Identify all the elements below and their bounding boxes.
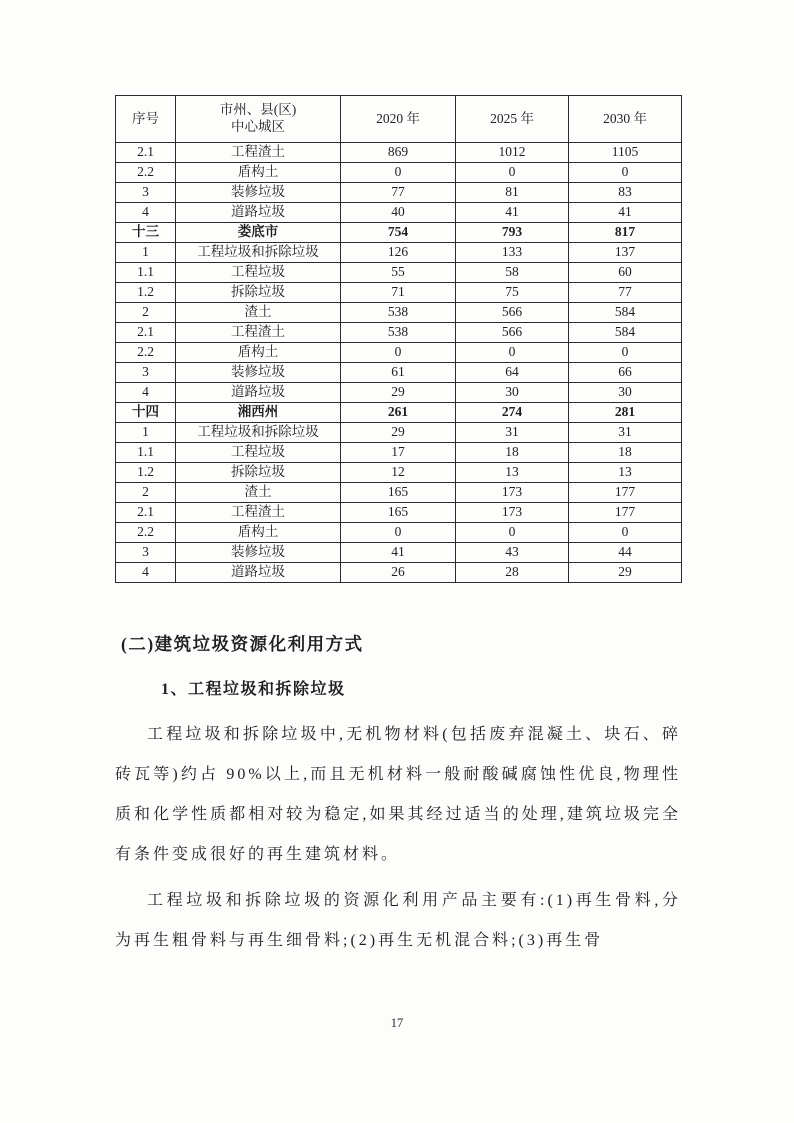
table-cell-no: 2.2 bbox=[116, 343, 176, 363]
waste-table bbox=[115, 95, 682, 583]
table-row bbox=[116, 523, 682, 543]
table-cell-y2030: 0 bbox=[569, 163, 682, 183]
table-cell-y2030: 817 bbox=[569, 223, 682, 243]
table-row bbox=[116, 503, 682, 523]
table-cell-name: 盾构土 bbox=[176, 343, 341, 363]
table-cell-y2020: 0 bbox=[341, 163, 456, 183]
table-cell-y2025: 274 bbox=[456, 403, 569, 423]
table-cell-no: 2 bbox=[116, 483, 176, 503]
table-cell-y2025: 0 bbox=[456, 523, 569, 543]
table-cell-y2030: 18 bbox=[569, 443, 682, 463]
table-cell-y2020: 538 bbox=[341, 323, 456, 343]
table-cell-y2030: 177 bbox=[569, 483, 682, 503]
table-row bbox=[116, 483, 682, 503]
table-cell-no: 3 bbox=[116, 543, 176, 563]
table-cell-y2020: 165 bbox=[341, 503, 456, 523]
table-cell-name: 工程垃圾 bbox=[176, 263, 341, 283]
table-cell-y2025: 18 bbox=[456, 443, 569, 463]
table-cell-no: 1.1 bbox=[116, 263, 176, 283]
table-cell-y2020: 41 bbox=[341, 543, 456, 563]
table-cell-y2020: 29 bbox=[341, 383, 456, 403]
table-cell-y2030: 77 bbox=[569, 283, 682, 303]
table-cell-y2025: 13 bbox=[456, 463, 569, 483]
table-row bbox=[116, 323, 682, 343]
paragraph-1: 工程垃圾和拆除垃圾中,无机物材料(包括废弃混凝土、块石、碎砖瓦等)约占 90%以上,而且无机材料一般耐酸碱腐蚀性优良,物理性质和化学性质都相对较为稳定,如果其经过适当的处理,建筑垃圾完全有条件变成很好的再生建筑材料。 bbox=[115, 726, 681, 863]
table-cell-no: 3 bbox=[116, 183, 176, 203]
table-cell-name: 工程渣土 bbox=[176, 503, 341, 523]
table-cell-name: 工程渣土 bbox=[176, 323, 341, 343]
header-region-line2: 中心城区 bbox=[231, 119, 285, 134]
table-cell-name: 盾构土 bbox=[176, 163, 341, 183]
table-cell-y2030: 0 bbox=[569, 523, 682, 543]
table-cell-no: 2 bbox=[116, 303, 176, 323]
table-cell-y2030: 29 bbox=[569, 563, 682, 583]
table-cell-y2020: 261 bbox=[341, 403, 456, 423]
table-cell-y2020: 754 bbox=[341, 223, 456, 243]
table-row bbox=[116, 303, 682, 323]
table-cell-y2020: 126 bbox=[341, 243, 456, 263]
table-cell-name: 装修垃圾 bbox=[176, 363, 341, 383]
header-seq: 序号 bbox=[116, 96, 176, 143]
table-row bbox=[116, 363, 682, 383]
table-cell-y2020: 77 bbox=[341, 183, 456, 203]
table-cell-name: 拆除垃圾 bbox=[176, 463, 341, 483]
table-cell-name: 工程垃圾和拆除垃圾 bbox=[176, 423, 341, 443]
table-cell-y2025: 0 bbox=[456, 343, 569, 363]
table-cell-y2025: 566 bbox=[456, 303, 569, 323]
table-cell-name: 工程渣土 bbox=[176, 143, 341, 163]
table-cell-y2025: 64 bbox=[456, 363, 569, 383]
table-cell-y2030: 44 bbox=[569, 543, 682, 563]
table-cell-y2030: 31 bbox=[569, 423, 682, 443]
table-cell-no: 2.1 bbox=[116, 503, 176, 523]
table-cell-no: 2.1 bbox=[116, 323, 176, 343]
table-cell-y2030: 41 bbox=[569, 203, 682, 223]
table-cell-y2020: 165 bbox=[341, 483, 456, 503]
table-row bbox=[116, 343, 682, 363]
page-number: 17 bbox=[390, 1016, 404, 1030]
header-year-2030: 2030 年 bbox=[569, 96, 682, 143]
table-cell-no: 1 bbox=[116, 423, 176, 443]
table-cell-y2030: 60 bbox=[569, 263, 682, 283]
table-cell-y2025: 133 bbox=[456, 243, 569, 263]
table-cell-y2025: 793 bbox=[456, 223, 569, 243]
table-cell-y2030: 584 bbox=[569, 323, 682, 343]
table-cell-y2020: 17 bbox=[341, 443, 456, 463]
table-cell-no: 1.1 bbox=[116, 443, 176, 463]
table-row bbox=[116, 183, 682, 203]
table-cell-no: 2.2 bbox=[116, 523, 176, 543]
table-cell-y2020: 26 bbox=[341, 563, 456, 583]
sub-heading: 1、工程垃圾和拆除垃圾 bbox=[161, 681, 346, 698]
table-cell-y2030: 66 bbox=[569, 363, 682, 383]
table-cell-y2025: 173 bbox=[456, 503, 569, 523]
table-cell-y2020: 869 bbox=[341, 143, 456, 163]
table-cell-name: 湘西州 bbox=[176, 403, 341, 423]
table-cell-y2020: 0 bbox=[341, 343, 456, 363]
table-cell-no: 十四 bbox=[116, 403, 176, 423]
table-cell-y2025: 41 bbox=[456, 203, 569, 223]
table-cell-y2030: 1105 bbox=[569, 143, 682, 163]
table-cell-no: 4 bbox=[116, 203, 176, 223]
table-row bbox=[116, 223, 682, 243]
table-row bbox=[116, 543, 682, 563]
paragraph-2: 工程垃圾和拆除垃圾的资源化利用产品主要有:(1)再生骨料,分为再生粗骨料与再生细骨料;(2)再生无机混合料;(3)再生骨 bbox=[115, 892, 681, 949]
table-cell-y2020: 12 bbox=[341, 463, 456, 483]
table-cell-y2025: 81 bbox=[456, 183, 569, 203]
table-row bbox=[116, 203, 682, 223]
table-cell-y2020: 538 bbox=[341, 303, 456, 323]
table-cell-no: 十三 bbox=[116, 223, 176, 243]
table-cell-y2025: 43 bbox=[456, 543, 569, 563]
table-cell-name: 装修垃圾 bbox=[176, 543, 341, 563]
table-cell-y2025: 58 bbox=[456, 263, 569, 283]
table-cell-y2020: 0 bbox=[341, 523, 456, 543]
table-cell-name: 工程垃圾 bbox=[176, 443, 341, 463]
table-cell-name: 道路垃圾 bbox=[176, 383, 341, 403]
table-cell-y2025: 173 bbox=[456, 483, 569, 503]
table-cell-y2030: 137 bbox=[569, 243, 682, 263]
table-row bbox=[116, 383, 682, 403]
table-cell-y2025: 28 bbox=[456, 563, 569, 583]
table-cell-name: 渣土 bbox=[176, 303, 341, 323]
table-row bbox=[116, 283, 682, 303]
table-cell-name: 拆除垃圾 bbox=[176, 283, 341, 303]
table-cell-y2025: 566 bbox=[456, 323, 569, 343]
table-row bbox=[116, 263, 682, 283]
table-row bbox=[116, 563, 682, 583]
table-cell-name: 娄底市 bbox=[176, 223, 341, 243]
table-cell-y2020: 61 bbox=[341, 363, 456, 383]
table-cell-no: 2.2 bbox=[116, 163, 176, 183]
table-cell-y2030: 0 bbox=[569, 343, 682, 363]
table-row bbox=[116, 243, 682, 263]
table-cell-y2025: 75 bbox=[456, 283, 569, 303]
table-cell-name: 渣土 bbox=[176, 483, 341, 503]
header-year-2020: 2020 年 bbox=[341, 96, 456, 143]
table-cell-y2025: 31 bbox=[456, 423, 569, 443]
table-cell-y2030: 584 bbox=[569, 303, 682, 323]
table-row bbox=[116, 143, 682, 163]
section-heading: (二)建筑垃圾资源化利用方式 bbox=[121, 634, 364, 654]
table-cell-no: 3 bbox=[116, 363, 176, 383]
table-cell-y2030: 30 bbox=[569, 383, 682, 403]
table-cell-y2025: 1012 bbox=[456, 143, 569, 163]
table-row bbox=[116, 423, 682, 443]
header-year-2025: 2025 年 bbox=[456, 96, 569, 143]
table-cell-y2030: 13 bbox=[569, 463, 682, 483]
table-row bbox=[116, 163, 682, 183]
table-cell-y2020: 55 bbox=[341, 263, 456, 283]
table-cell-y2020: 29 bbox=[341, 423, 456, 443]
table-cell-y2025: 30 bbox=[456, 383, 569, 403]
table-cell-name: 工程垃圾和拆除垃圾 bbox=[176, 243, 341, 263]
header-region bbox=[176, 96, 341, 143]
table-cell-y2020: 71 bbox=[341, 283, 456, 303]
table-cell-y2025: 0 bbox=[456, 163, 569, 183]
waste-table-body bbox=[116, 143, 682, 583]
table-row bbox=[116, 443, 682, 463]
table-cell-no: 2.1 bbox=[116, 143, 176, 163]
table-cell-no: 4 bbox=[116, 383, 176, 403]
table-cell-no: 1.2 bbox=[116, 283, 176, 303]
table-cell-no: 1 bbox=[116, 243, 176, 263]
table-cell-name: 道路垃圾 bbox=[176, 563, 341, 583]
table-row bbox=[116, 463, 682, 483]
table-cell-name: 道路垃圾 bbox=[176, 203, 341, 223]
table-cell-y2030: 281 bbox=[569, 403, 682, 423]
table-cell-y2030: 177 bbox=[569, 503, 682, 523]
table-cell-no: 1.2 bbox=[116, 463, 176, 483]
table-cell-name: 盾构土 bbox=[176, 523, 341, 543]
table-row bbox=[116, 403, 682, 423]
table-cell-name: 装修垃圾 bbox=[176, 183, 341, 203]
table-cell-y2030: 83 bbox=[569, 183, 682, 203]
table-cell-no: 4 bbox=[116, 563, 176, 583]
table-header-row bbox=[116, 96, 682, 143]
table-cell-y2020: 40 bbox=[341, 203, 456, 223]
header-region-line1: 市州、县(区) bbox=[219, 102, 297, 118]
